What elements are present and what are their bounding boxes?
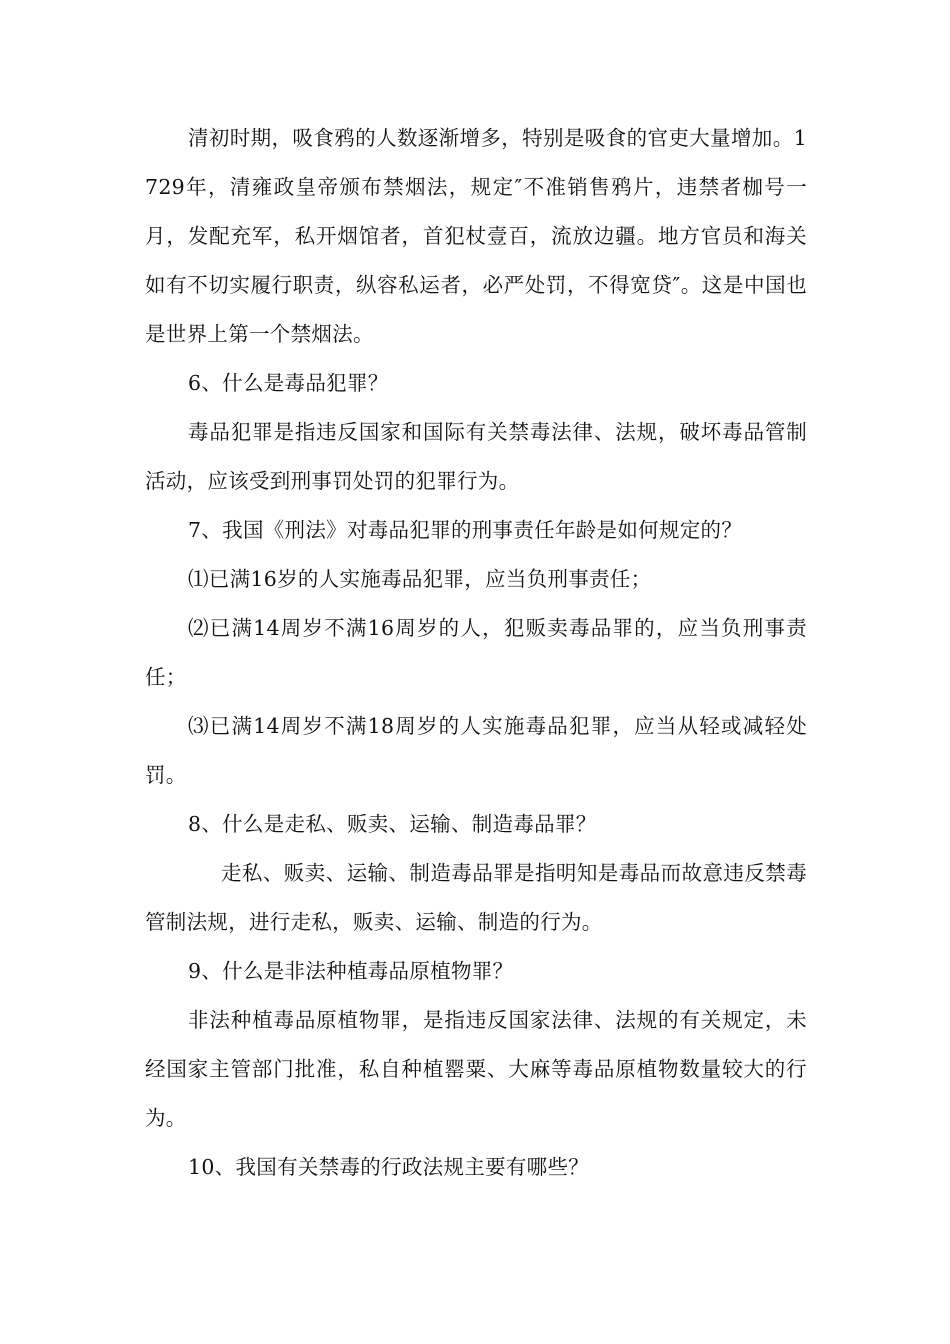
question-6-heading: 6、什么是毒品犯罪？ xyxy=(188,371,389,395)
answer-7-item-3: ⑶已满14周岁不满18周岁的人实施毒品犯罪，应当从轻或减轻处罚。 xyxy=(145,714,807,787)
paragraph-history: 清初时期，吸食鸦的人数逐渐增多，特别是吸食的官吏大量增加。1729年，清雍政皇帝颁布禁烟法，规定″不准销售鸦片，违禁者枷号一月，发配充军，私开烟馆者，首犯杖壹百，流放边疆。地方官员和海关如有不切实履行职责，纵容私运者，必严处罚，不得宽贷″。这是中国也是世界上第一个禁烟法。 xyxy=(145,126,807,346)
question-7-heading: 7、我国《刑法》对毒品犯罪的刑事责任年龄是如何规定的？ xyxy=(188,518,743,542)
question-10-heading: 10、我国有关禁毒的行政法规主要有哪些？ xyxy=(188,1155,590,1179)
answer-7-item-2: ⑵已满14周岁不满16周岁的人，犯贩卖毒品罪的，应当负刑事责任； xyxy=(145,616,807,689)
document-body xyxy=(145,114,807,1192)
question-9-heading: 9、什么是非法种植毒品原植物罪？ xyxy=(188,959,514,983)
answer-6-paragraph: 毒品犯罪是指违反国家和国际有关禁毒法律、法规，破坏毒品管制活动，应该受到刑事罚处罚的犯罪行为。 xyxy=(145,420,807,493)
question-8-heading: 8、什么是走私、贩卖、运输、制造毒品罪？ xyxy=(188,812,597,836)
answer-9-paragraph: 非法种植毒品原植物罪，是指违反国家法律、法规的有关规定，未经国家主管部门批准，私自种植罂粟、大麻等毒品原植物数量较大的行为。 xyxy=(145,1008,807,1130)
answer-7-item-1: ⑴已满16岁的人实施毒品犯罪，应当负刑事责任； xyxy=(188,567,652,591)
answer-8-paragraph: 走私、贩卖、运输、制造毒品罪是指明知是毒品而故意违反禁毒管制法规，进行走私，贩卖、运输、制造的行为。 xyxy=(145,861,807,934)
